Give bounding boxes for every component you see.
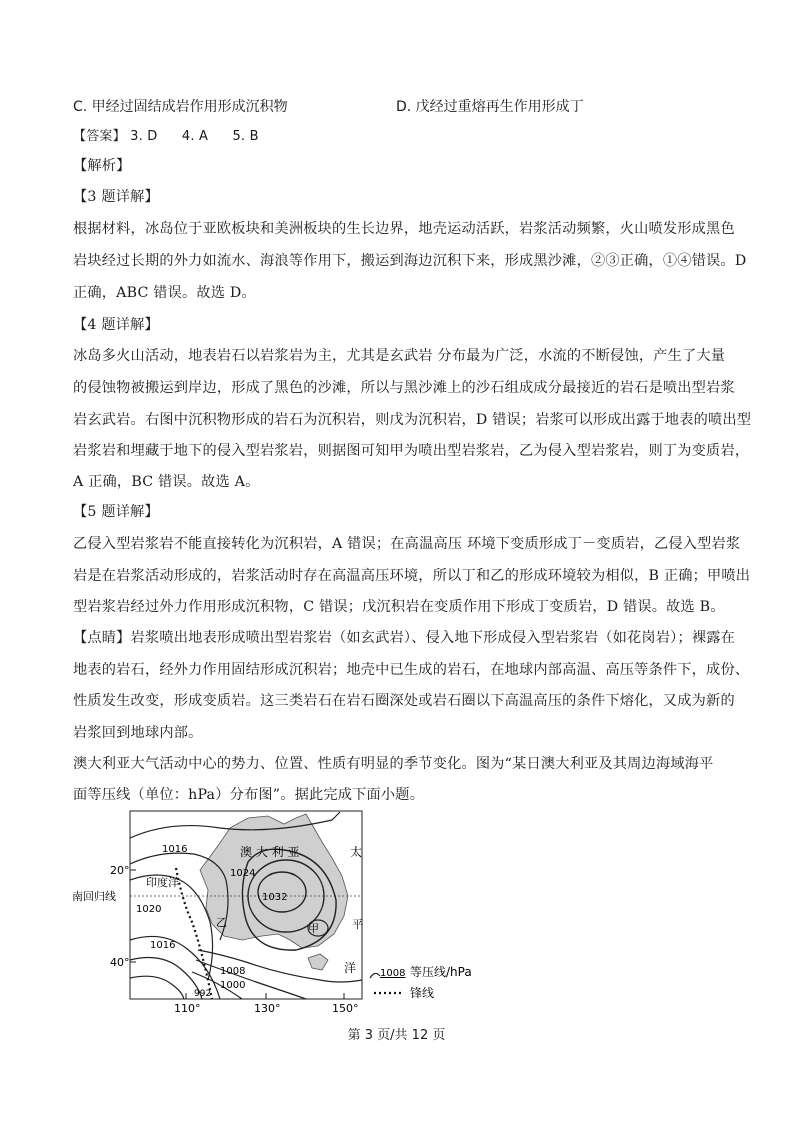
- q3-line: 岩块经过长期的外力如流水、海浪等作用下，搬运到海边沉积下来，形成黑沙滩，②③正确，①④错误。D: [73, 253, 747, 269]
- isobar-value: 1016: [162, 844, 188, 855]
- isobar-value: 1008: [220, 966, 246, 977]
- legend-front-text: 锋线: [410, 986, 435, 1000]
- label-pacific-top: 太: [350, 845, 363, 859]
- label-tropic: 南回归线: [72, 890, 116, 903]
- q3-heading: 【3 题详解】: [73, 189, 159, 205]
- tips-line: 地表的岩石，经外力作用固结形成沉积岩；地壳中已生成的岩石，在地球内部高温、高压等条件下，成份、: [73, 662, 750, 678]
- lat-label: 20°: [110, 864, 130, 877]
- isobar-value: 1032: [262, 892, 288, 903]
- q5-line: 岩是在岩浆活动形成的，岩浆活动时存在高温高压环境，所以丁和乙的形成环境较为相似，B 正确；甲喷出: [73, 568, 751, 584]
- label-yi: 乙: [216, 916, 227, 929]
- q4-line: 的侵蚀物被搬运到岸边，形成了黑色的沙滩，所以与黑沙滩上的沙石组成成分最接近的岩石是喷出型岩浆: [73, 380, 735, 396]
- analysis-label: 【解析】: [73, 158, 131, 174]
- q4-line: A 正确，BC 错误。故选 A。: [73, 474, 260, 490]
- isobar-value: 1020: [136, 904, 162, 915]
- q4-line: 岩浆岩和埋藏于地下的侵入型岩浆岩，则据图可知甲为喷出型岩浆岩，乙为侵入型岩浆岩，则丁为变质岩，: [73, 443, 750, 459]
- legend-isobar-swatch: [370, 973, 380, 978]
- answer-line: [73, 127, 259, 147]
- lon-label: 150°: [332, 1002, 359, 1015]
- q5-heading: 【5 题详解】: [73, 504, 159, 520]
- answer-label: 【答案】: [73, 129, 126, 144]
- q5-line: 乙侵入型岩浆岩不能直接转化为沉积岩，A 错误；在高温高压 环境下变质形成丁－变质岩，乙侵入型岩浆: [73, 536, 741, 552]
- tips-line: 【点睛】岩浆喷出地表形成喷出型岩浆岩（如玄武岩）、侵入地下形成侵入型岩浆岩（如花岗岩）；裸露在: [73, 630, 736, 646]
- q4-line: 冰岛多火山活动，地表岩石以岩浆岩为主，尤其是玄武岩 分布最为广泛，水流的不断侵蚀，产生了大量: [73, 348, 726, 364]
- q3-line: 根据材料，冰岛位于亚欧板块和美洲板块的生长边界，地壳运动活跃，岩浆活动频繁，火山喷发形成黑色: [73, 221, 735, 237]
- isobar-value: 1000: [220, 980, 246, 991]
- stem-line: 面等压线（单位：hPa）分布图”。据此完成下面小题。: [73, 787, 425, 803]
- q4-line: 岩玄武岩。右图中沉积物形成的岩石为沉积岩，则戊为沉积岩，D 错误；岩浆可以形成出露于地表的喷出型: [73, 412, 752, 428]
- isobar-value: 992: [194, 989, 212, 999]
- lon-label: 110°: [174, 1002, 201, 1015]
- answer-item: 3. D: [130, 129, 158, 144]
- tips-line: 性质发生改变，形成变质岩。这三类岩石在岩石圈深处或岩石圈以下高温高压的条件下熔化，又成为新的: [73, 693, 735, 709]
- option-c: C. 甲经过固结成岩作用形成沉积物: [73, 99, 288, 115]
- q3-line: 正确，ABC 错误。故选 D。: [73, 285, 256, 301]
- isobar-value: 1024: [230, 868, 256, 879]
- label-indian-ocean: 印度洋: [146, 876, 179, 889]
- option-d: D. 戊经过重熔再生作用形成丁: [396, 99, 584, 115]
- isobar-map: [70, 810, 490, 1020]
- lon-label: 130°: [254, 1002, 281, 1015]
- label-pacific-bottom: 洋: [344, 961, 357, 975]
- label-australia: 澳 大 利 亚: [240, 845, 300, 859]
- lat-label: 40°: [110, 956, 130, 969]
- q4-heading: 【4 题详解】: [73, 317, 159, 333]
- legend-isobar-text: 等压线/hPa: [410, 965, 472, 979]
- label-jia: 甲: [308, 922, 319, 935]
- answer-item: 5. B: [232, 129, 259, 144]
- isobar-value: 1016: [150, 940, 176, 951]
- tips-line: 岩浆回到地球内部。: [73, 725, 203, 741]
- q5-line: 型岩浆岩经过外力作用形成沉积物，C 错误；戊沉积岩在变质作用下形成丁变质岩，D 错误。故选 B。: [73, 599, 725, 615]
- answer-item: 4. A: [181, 129, 209, 144]
- stem-line: 澳大利亚大气活动中心的势力、位置、性质有明显的季节变化。图为“某日澳大利亚及其周边海域海平: [73, 756, 714, 772]
- legend-isobar-value: 1008: [380, 968, 406, 979]
- page-footer: 第 3 页/共 12 页: [347, 1028, 446, 1043]
- label-pacific-mid: 平: [352, 918, 363, 931]
